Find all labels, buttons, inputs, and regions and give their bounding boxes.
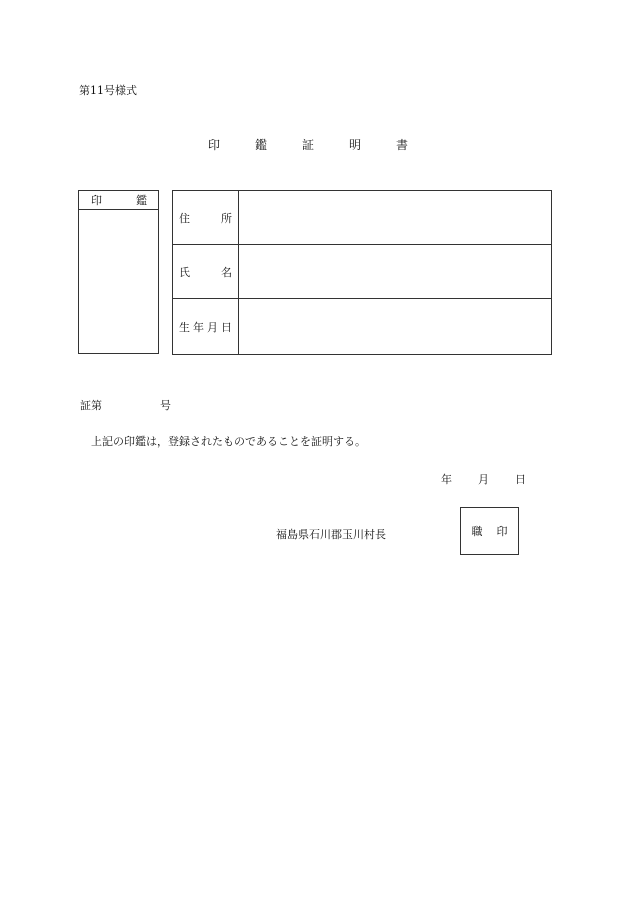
title-char: 証 [302,138,315,152]
official-stamp-box [460,507,519,555]
label-char: 氏 [179,265,190,279]
stamp-label-left: 職 [471,525,483,538]
cert-number-prefix: 証第 [80,399,102,412]
cert-number-blank [102,397,160,413]
form-number: 第11号様式 [79,84,137,97]
name-field[interactable] [239,245,551,298]
date-day: 日 [515,473,526,486]
registrant-info-table [172,190,552,355]
certificate-number [80,397,171,413]
stamp-label-right: 印 [496,525,508,538]
label-char: 日 [221,320,232,334]
label-char: 住 [179,211,190,225]
title-char: 明 [349,138,362,152]
seal-impression-box [78,190,159,354]
label-char: 生 [179,320,190,334]
title-char: 印 [208,138,221,152]
label-char: 月 [207,320,218,334]
name-label [173,245,239,298]
birthdate-label [173,299,239,354]
cert-number-suffix: 号 [160,399,171,412]
issuer-name: 福島県石川郡玉川村長 [276,528,386,541]
issue-date [441,471,552,487]
seal-box-header [79,191,158,210]
title-char: 書 [396,138,409,152]
label-char: 名 [221,265,232,279]
document-title [208,136,443,153]
label-char: 年 [193,320,204,334]
address-row [173,191,551,245]
seal-label-left: 印 [91,194,102,207]
title-char: 鑑 [255,138,268,152]
label-char: 所 [221,211,232,225]
date-year: 年 [441,473,452,486]
certification-statement: 上記の印鑑は，登録されたものであることを証明する。 [91,435,366,448]
address-label [173,191,239,244]
birthdate-field[interactable] [239,299,551,354]
name-row [173,245,551,299]
birthdate-row [173,299,551,354]
date-month: 月 [478,473,489,486]
seal-label-right: 鑑 [136,194,147,207]
address-field[interactable] [239,191,551,244]
